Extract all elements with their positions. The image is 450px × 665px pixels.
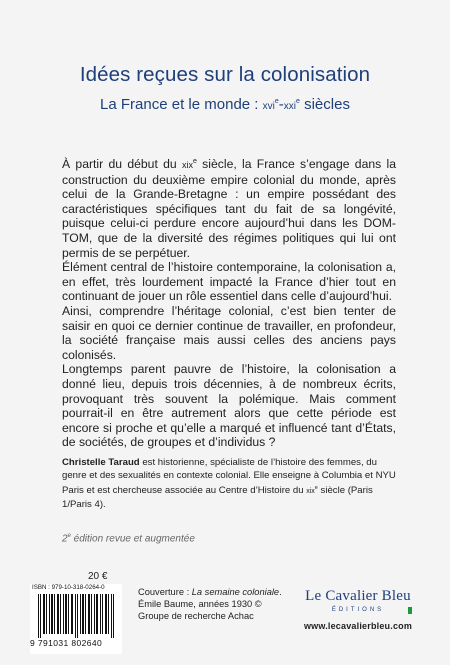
publisher-editions: ÉDITIONS [331, 607, 385, 613]
blurb-paragraph-3: Ainsi, comprendre l’héritage colonial, c’est bien tenter de saisir en quoi ce dernier continue de travailler, en profondeur, la société française mais aussi celles des anciens pays colonisés. [62, 304, 396, 362]
edition-sup: e [67, 533, 71, 539]
blurb-paragraph-2: Élément central de l’histoire contemporaine, la colonisation a, en effet, très lourdement impacté la France d’hier tout en continuant de jouer un rôle essentiel dans celle d’aujourd’hui. [62, 260, 396, 304]
blurb-paragraph-4: Longtemps parent pauvre de l’histoire, la colonisation a donné lieu, depuis trois décennies, à de nombreux écrits, provoquant très souvent la polémique. Mais comment pourrait-il en être autrement alors que cette période est encore si proche et qu’elle a marqué et influencé tant d’États, de sociétés, de groupes et d’individus ? [62, 362, 396, 450]
subtitle-century-1: xvi [262, 101, 275, 112]
subtitle-prefix: La France et le monde : [100, 96, 263, 113]
publisher-logo [298, 588, 418, 631]
isbn: ISBN : 979-10-318-0264-0 [32, 584, 105, 591]
book-subtitle [0, 96, 450, 113]
edition-num: 2 [62, 533, 68, 545]
author-tail: siècle (Paris 1/Paris 4). [62, 485, 373, 510]
author-text: est historienne, spécialiste de l’histoire des femmes, du genre et des sexualités en contexte colonial. Elle enseigne à Columbia et NYU Paris et est chercheuse associée au Centre d’Histoire du [62, 457, 396, 497]
blurb-p1-sup: e [192, 158, 197, 165]
edition-note [62, 533, 195, 544]
credits-label: Couverture : [138, 587, 192, 597]
barcode-bars [34, 594, 120, 638]
book-title: Idées reçues sur la colonisation [79, 63, 371, 86]
author-bio [62, 457, 396, 512]
subtitle-century-2: xxi [283, 101, 297, 112]
credits-rest: . Émile Baume, années 1930 © Groupe de recherche Achac [138, 587, 282, 621]
subtitle-sep: - [278, 96, 284, 113]
blurb-p1-a: À partir du début du [62, 157, 182, 172]
edition-text: édition revue et augmentée [70, 533, 195, 545]
blurb-p1-century: xix [181, 160, 193, 171]
subtitle-suffix: siècles [299, 96, 350, 113]
publisher-url: www.lecavalierbleu.com [303, 621, 413, 631]
price: 20 € [88, 571, 108, 582]
author-name: Christelle Taraud [62, 457, 140, 468]
subtitle-sup-1: e [274, 98, 279, 105]
subtitle-sup-2: e [296, 98, 300, 105]
publisher-mark-icon [408, 607, 412, 614]
blurb-paragraph-1 [62, 155, 396, 260]
cover-credits [138, 586, 288, 622]
author-century: xix [306, 488, 315, 496]
barcode-digits: 9 791031 802640 [30, 638, 103, 648]
blurb-p1-b: siècle, la France s’engage dans la construction du deuxième empire colonial du monde, après celui de la Grande-Bretagne : un empire possédant des caractéristiques spécifiques tant du fait de sa longévité, puisque celui-ci perdure encore aujourd’hui dans les DOM-TOM, que de la diversité des régimes politiques qui lui ont permis de se perpétuer. [62, 157, 396, 260]
blurb [62, 155, 396, 450]
barcode [30, 584, 122, 654]
credits-work: La semaine coloniale [191, 587, 280, 597]
publisher-name: Le Cavalier Bleu [305, 588, 411, 604]
author-sup: e [314, 485, 318, 492]
